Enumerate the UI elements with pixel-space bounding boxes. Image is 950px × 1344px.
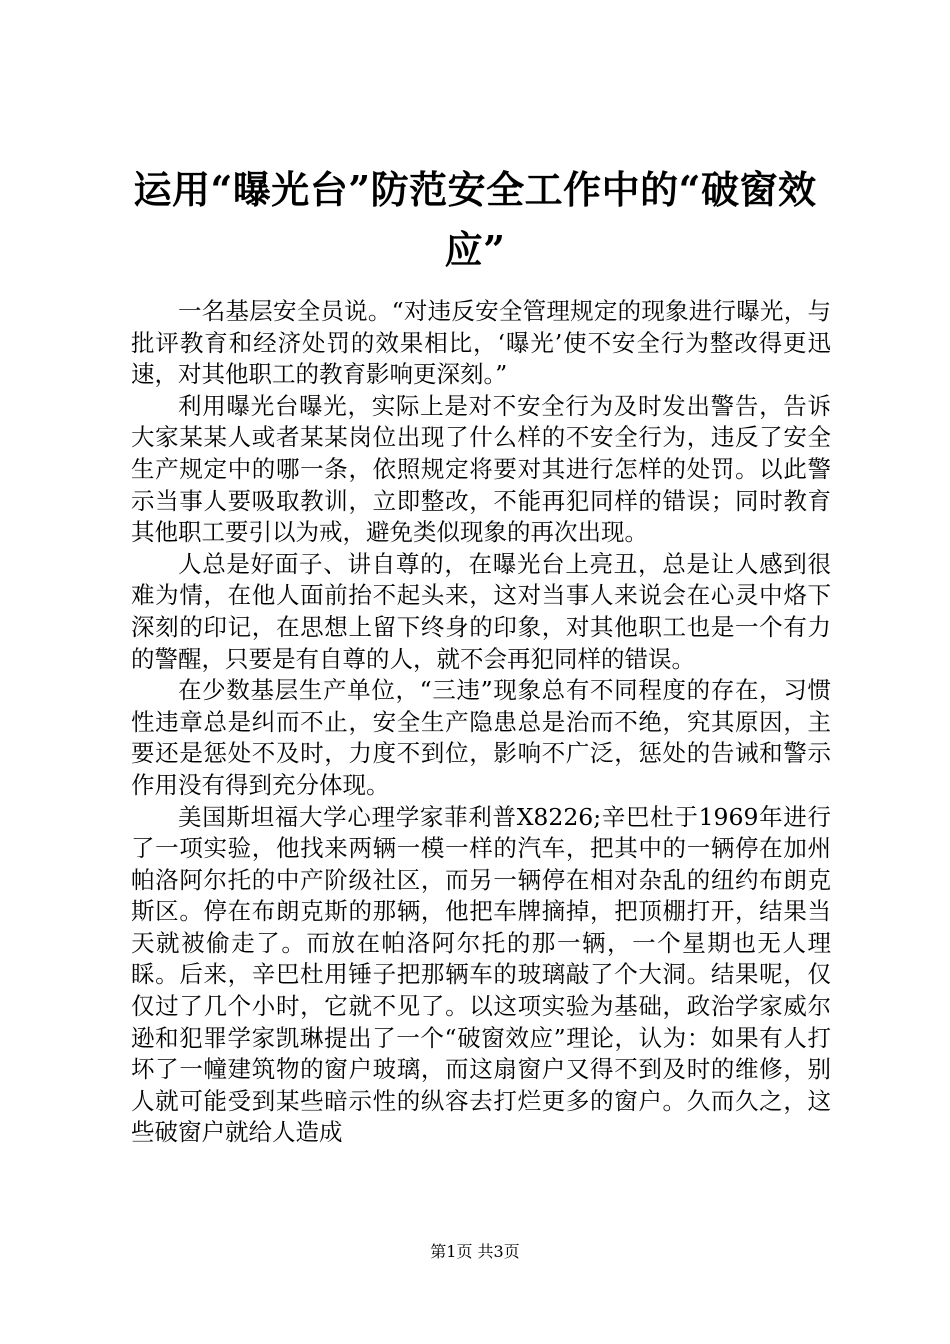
paragraph-2: 利用曝光台曝光，实际上是对不安全行为及时发出警告，告诉大家某某人或者某某岗位出现了什么样的不安全行为，违反了安全生产规定中的哪一条，依照规定将要对其进行怎样的处罚。以此警示当事人要吸取教训，立即整改，不能再犯同样的错误；同时教育其他职工要引以为戒，避免类似现象的再次出现。	[131, 391, 831, 547]
paragraph-5: 美国斯坦福大学心理学家菲利普X8226;辛巴杜于1969年进行了一项实验，他找来两辆一模一样的汽车，把其中的一辆停在加州帕洛阿尔托的中产阶级社区，而另一辆停在相对杂乱的纽约布朗克斯区。停在布朗克斯的那辆，他把车牌摘掉，把顶棚打开，结果当天就被偷走了。而放在帕洛阿尔托的那一辆，一个星期也无人理睬。后来，辛巴杜用锤子把那辆车的玻璃敲了个大洞。结果呢，仅仅过了几个小时，它就不见了。以这项实验为基础，政治学家威尔逊和犯罪学家凯琳提出了一个“破窗效应”理论，认为：如果有人打坏了一幢建筑物的窗户玻璃，而这扇窗户又得不到及时的维修，别人就可能受到某些暗示性的纵容去打烂更多的窗户。久而久之，这些破窗户就给人造成	[131, 802, 831, 1147]
document-title: 运用“曝光台”防范安全工作中的“破窗效应”	[133, 167, 817, 272]
page-footer: 第1页 共3页	[430, 1242, 520, 1261]
paragraph-1: 一名基层安全员说。“对违反安全管理规定的现象进行曝光，与批评教育和经济处罚的效果相比，‘曝光’使不安全行为整改得更迅速，对其他职工的教育影响更深刻。”	[131, 297, 831, 389]
document-body	[131, 296, 831, 1149]
paragraph-4: 在少数基层生产单位，“三违”现象总有不同程度的存在，习惯性违章总是纠而不止，安全生产隐患总是治而不绝，究其原因，主要还是惩处不及时，力度不到位，影响不广泛，惩处的告诫和警示作用没有得到充分体现。	[131, 676, 831, 799]
paragraph-3: 人总是好面子、讲自尊的，在曝光台上亮丑，总是让人感到很难为情，在他人面前抬不起头来，这对当事人来说会在心灵中烙下深刻的印记，在思想上留下终身的印象，对其他职工也是一个有力的警醒，只要是有自尊的人，就不会再犯同样的错误。	[131, 549, 831, 673]
